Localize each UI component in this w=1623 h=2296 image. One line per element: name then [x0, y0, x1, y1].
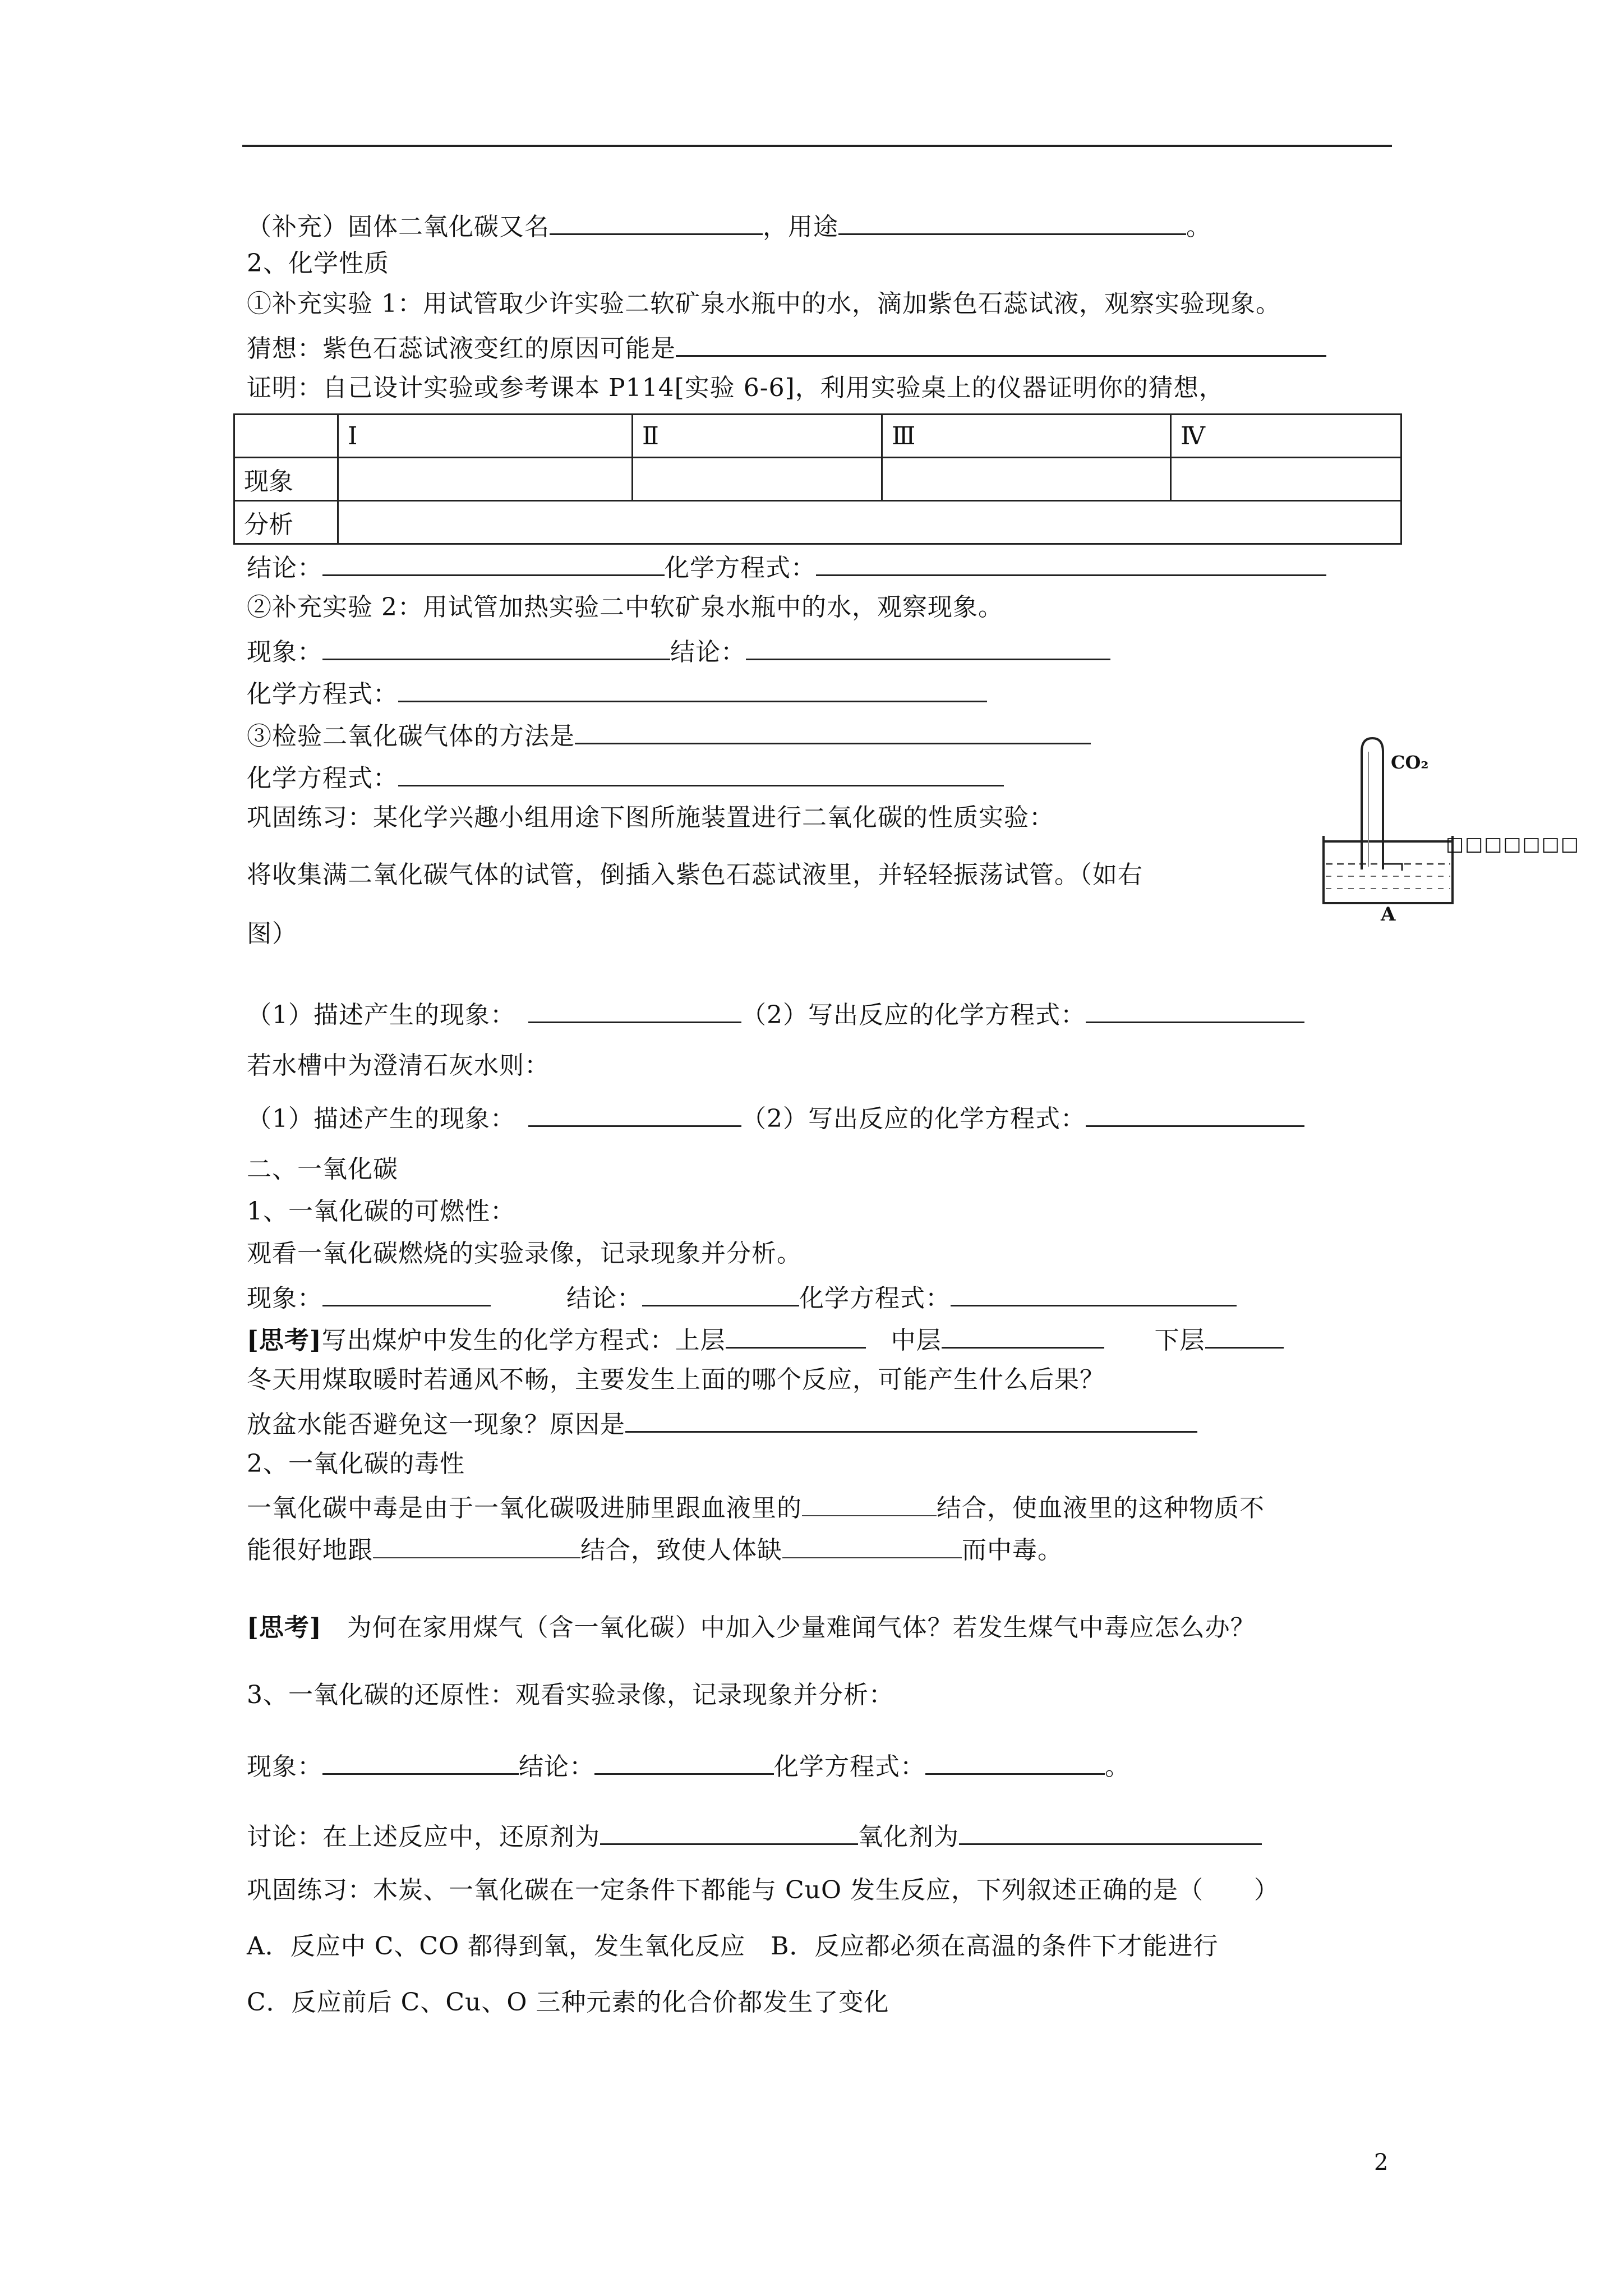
line-toxicity-cont [247, 1531, 1063, 1567]
text: 结合，使血液里的这种物质不 [937, 1494, 1265, 1522]
option-ab: A．反应中 C、CO 都得到氧，发生氧化反应 B．反应都必须在高温的条件下才能进行 [247, 1932, 1219, 1961]
answer-blank[interactable] [726, 1321, 866, 1349]
option-c: C．反应前后 C、Cu、O 三种元素的化合价都发生了变化 [247, 1988, 889, 2017]
answer-blank[interactable] [625, 1405, 1197, 1433]
co2-apparatus-figure [1312, 729, 1580, 931]
text: ③检验二氧化碳气体的方法是 [247, 722, 575, 751]
answer-blank[interactable] [322, 549, 665, 576]
text: 现象： [247, 1284, 322, 1313]
line-think-gas [247, 1611, 1256, 1645]
experiment-1-text: ①补充实验 1：用试管取少许实验二软矿泉水瓶中的水，滴加紫色石蕊试液，观察实验现象。 [247, 289, 1281, 318]
test-tube [1362, 738, 1383, 869]
text: 化学方程式： [247, 680, 398, 708]
exercise-text: 图） [247, 919, 297, 948]
answer-blank[interactable] [782, 1531, 962, 1558]
line-equation [247, 675, 987, 711]
table-header: Ⅱ [633, 415, 882, 458]
water-trough [1324, 841, 1453, 903]
text: 而中毒。 [962, 1536, 1063, 1565]
text: 结论： [519, 1752, 594, 1781]
answer-blank[interactable] [676, 329, 1326, 357]
text: 化学方程式： [247, 764, 398, 793]
text: 猜想：紫色石蕊试液变红的原因可能是 [247, 334, 676, 363]
sub-heading: 2、一氧化碳的毒性 [247, 1450, 465, 1478]
text: 下层 [1154, 1326, 1205, 1355]
text: （1）描述产生的现象： [247, 1105, 503, 1133]
gas-label: CO₂ [1391, 752, 1429, 773]
text: 写出煤炉中发生的化学方程式：上层 [321, 1326, 726, 1355]
text: 结论： [566, 1284, 642, 1313]
answer-blank[interactable] [951, 1279, 1237, 1306]
experiment-table [233, 413, 1402, 545]
text: ，用途 [763, 213, 838, 241]
answer-blank[interactable] [925, 1747, 1105, 1775]
line-conclusion [247, 549, 1326, 585]
text: 结论： [247, 554, 322, 582]
answer-blank[interactable] [322, 633, 670, 660]
exercise-question: 巩固练习：木炭、一氧化碳在一定条件下都能与 CuO 发生反应，下列叙述正确的是（ ） [247, 1876, 1280, 1904]
answer-blank[interactable] [528, 1099, 741, 1127]
answer-blank[interactable] [1205, 1321, 1284, 1349]
line-exercise-q1 [247, 996, 1304, 1032]
line-phenomenon [247, 633, 1110, 669]
figure-label: A [1381, 903, 1396, 926]
side-text: □□□□□□□ [1446, 833, 1580, 855]
line-exercise-q2 [247, 1099, 1304, 1136]
text: （补充）固体二氧化碳又名 [247, 213, 550, 241]
table-header: Ⅲ [882, 415, 1171, 458]
answer-blank[interactable] [398, 675, 987, 702]
answer-blank[interactable] [642, 1279, 799, 1306]
line-water-basin [247, 1405, 1197, 1442]
text: 能很好地跟 [247, 1536, 373, 1565]
answer-blank[interactable] [802, 1489, 937, 1516]
page-number: 2 [1374, 2150, 1389, 2175]
section-heading: 二、一氧化碳 [247, 1155, 398, 1184]
exercise-text: 将收集满二氧化碳气体的试管，倒插入紫色石蕊试液里，并轻轻振荡试管。（如右 [247, 861, 1143, 889]
table-cell[interactable] [1171, 458, 1401, 501]
text: 结合，致使人体缺 [580, 1536, 782, 1565]
row-label: 分析 [234, 501, 338, 544]
text: 。 [1186, 213, 1211, 241]
table-row [234, 415, 1401, 458]
answer-blank[interactable] [575, 717, 1091, 744]
table-row [234, 501, 1401, 544]
answer-blank[interactable] [838, 208, 1186, 235]
line-toxicity [247, 1489, 1265, 1525]
answer-blank[interactable] [398, 759, 1004, 786]
answer-blank[interactable] [746, 633, 1110, 660]
text: （1）描述产生的现象： [247, 1001, 503, 1029]
answer-blank[interactable] [528, 996, 741, 1023]
text: 放盆水能否避免这一现象？原因是 [247, 1410, 625, 1439]
limewater-text: 若水槽中为澄清石灰水则： [247, 1051, 550, 1080]
text: 氧化剂为 [858, 1823, 959, 1851]
text: 现象： [247, 638, 322, 666]
line-co-reduction [247, 1747, 1130, 1784]
text: 化学方程式： [774, 1752, 925, 1781]
header-rule [242, 145, 1392, 147]
proof-text: 证明：自己设计实验或参考课本 P114[实验 6-6]，利用实验桌上的仪器证明你的猜想， [247, 374, 1224, 402]
answer-blank[interactable] [594, 1747, 774, 1775]
text: 讨论：在上述反应中，还原剂为 [247, 1823, 600, 1851]
apparatus-diagram [1312, 729, 1576, 931]
think-tag: [思考] [247, 1326, 322, 1355]
answer-blank[interactable] [816, 549, 1326, 576]
table-cell[interactable] [338, 501, 1401, 544]
answer-blank[interactable] [373, 1531, 580, 1558]
answer-blank[interactable] [959, 1818, 1262, 1845]
answer-blank[interactable] [1086, 996, 1304, 1023]
line-equation [247, 759, 1004, 795]
tube-stand [1383, 864, 1402, 871]
line-co-combustion [247, 1279, 1237, 1315]
think-tag: [思考] [247, 1613, 322, 1642]
section-heading: 2、化学性质 [247, 249, 389, 278]
table-cell[interactable] [882, 458, 1171, 501]
exercise-text: 巩固练习：某化学兴趣小组用途下图所施装置进行二氧化碳的性质实验： [247, 803, 1054, 832]
answer-blank[interactable] [600, 1818, 858, 1845]
row-label: 现象 [234, 458, 338, 501]
line-discussion [247, 1818, 1262, 1854]
question-text: 冬天用煤取暖时若通风不畅，主要发生上面的哪个反应，可能产生什么后果？ [247, 1365, 1105, 1394]
line-think-stove [247, 1321, 1284, 1358]
line-test-method [247, 717, 1091, 753]
instruction-text: 观看一氧化碳燃烧的实验录像，记录现象并分析。 [247, 1239, 802, 1268]
table-header: Ⅳ [1171, 415, 1401, 458]
line-dry-ice [247, 208, 1211, 244]
table-cell [234, 415, 338, 458]
table-row [234, 458, 1401, 501]
line-guess [247, 329, 1326, 366]
sub-heading: 1、一氧化碳的可燃性： [247, 1197, 515, 1226]
answer-blank[interactable] [1086, 1099, 1304, 1127]
text: 。 [1105, 1752, 1130, 1781]
answer-blank[interactable] [942, 1321, 1104, 1349]
answer-blank[interactable] [322, 1279, 491, 1306]
text: 中层 [891, 1326, 942, 1355]
text: 结论： [670, 638, 746, 666]
text: 现象： [247, 1752, 322, 1781]
text: 为何在家用煤气（含一氧化碳）中加入少量难闻气体？若发生煤气中毒应怎么办？ [321, 1613, 1256, 1642]
table-cell[interactable] [633, 458, 882, 501]
text: （2）写出反应的化学方程式： [741, 1105, 1086, 1133]
text: 一氧化碳中毒是由于一氧化碳吸进肺里跟血液里的 [247, 1494, 802, 1522]
text: 化学方程式： [799, 1284, 951, 1313]
text: 化学方程式： [665, 554, 816, 582]
answer-blank[interactable] [550, 208, 763, 235]
answer-blank[interactable] [322, 1747, 519, 1775]
table-cell[interactable] [338, 458, 633, 501]
sub-heading: 3、一氧化碳的还原性：观看实验录像，记录现象并分析： [247, 1681, 894, 1709]
text: （2）写出反应的化学方程式： [741, 1001, 1086, 1029]
table-header: Ⅰ [338, 415, 633, 458]
experiment-2-text: ②补充实验 2：用试管加热实验二中软矿泉水瓶中的水，观察现象。 [247, 593, 1003, 622]
